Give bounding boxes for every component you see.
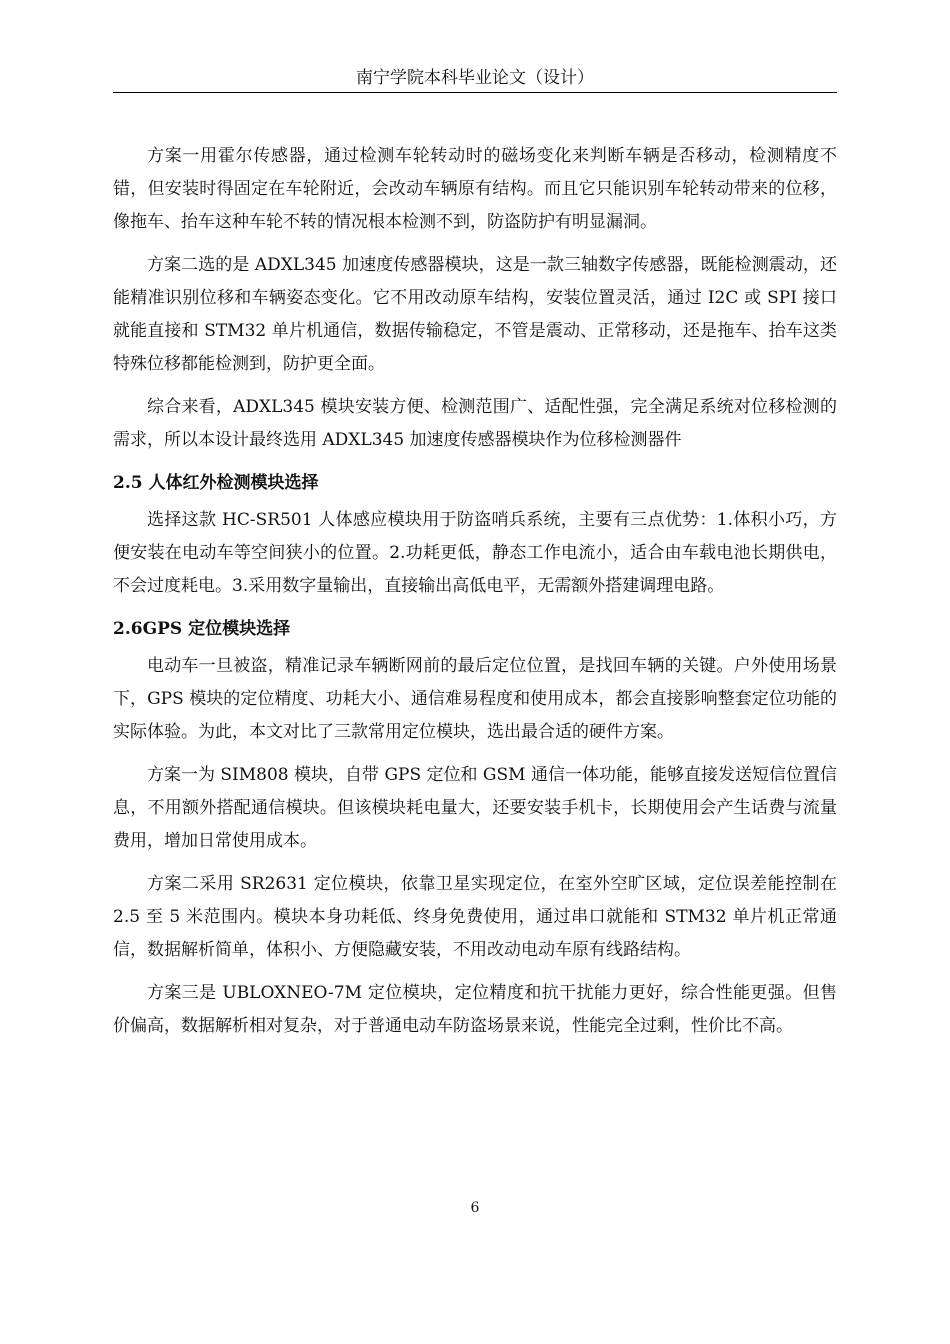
paragraph-gps-intro: 电动车一旦被盗，精准记录车辆断网前的最后定位位置，是找回车辆的关键。户外使用场景下，GPS 模块的定位精度、功耗大小、通信难易程度和使用成本，都会直接影响整套定位功能的实际体验。为此，本文对比了三款常用定位模块，选出最合适的硬件方案。 (113, 656, 837, 742)
paragraph-hall-sensor: 方案一用霍尔传感器，通过检测车轮转动时的磁场变化来判断车辆是否移动，检测精度不错，但安装时得固定在车轮附近，会改动车辆原有结构。而且它只能识别车轮转动带来的位移，像拖车、抬车这种车轮不转的情况根本检测不到，防盗防护有明显漏洞。 (113, 146, 837, 232)
document-body (113, 140, 837, 1053)
paragraph-adxl345: 方案二选的是 ADXL345 加速度传感器模块，这是一款三轴数字传感器，既能检测震动，还能精准识别位移和车辆姿态变化。它不用改动原车结构，安装位置灵活，通过 I2C 或 SPI 接口就能直接和 STM32 单片机通信，数据传输稳定，不管是震动、正常移动，还是拖车、抬车这类特殊位移都能检测到，防护更全面。 (113, 255, 837, 374)
paragraph-summary: 综合来看，ADXL345 模块安装方便、检测范围广、适配性强，完全满足系统对位移检测的需求，所以本设计最终选用 ADXL345 加速度传感器模块作为位移检测器件 (113, 397, 837, 450)
paragraph-sr2631: 方案二采用 SR2631 定位模块，依靠卫星实现定位，在室外空旷区域，定位误差能控制在 2.5 至 5 米范围内。模块本身功耗低、终身免费使用，通过串口就能和 STM32 单片机正常通信，数据解析简单，体积小、方便隐藏安装，不用改动电动车原有线路结构。 (113, 874, 837, 960)
paragraph-sim808: 方案一为 SIM808 模块，自带 GPS 定位和 GSM 通信一体功能，能够直接发送短信位置信息，不用额外搭配通信模块。但该模块耗电量大，还要安装手机卡，长期使用会产生话费与流量费用，增加日常使用成本。 (113, 765, 837, 851)
paragraph-ublox: 方案三是 UBLOXNEO-7M 定位模块，定位精度和抗干扰能力更好，综合性能更强。但售价偏高，数据解析相对复杂，对于普通电动车防盗场景来说，性能完全过剩，性价比不高。 (113, 983, 837, 1036)
page-number: 6 (470, 1200, 480, 1216)
section-heading-2-5: 2.5 人体红外检测模块选择 (113, 473, 319, 493)
paragraph-hc-sr501: 选择这款 HC-SR501 人体感应模块用于防盗哨兵系统，主要有三点优势：1.体积小巧，方便安装在电动车等空间狭小的位置。2.功耗更低，静态工作电流小，适合由车载电池长期供电，不会过度耗电。3.采用数字量输出，直接输出高低电平，无需额外搭建调理电路。 (113, 510, 837, 596)
section-heading-2-6: 2.6GPS 定位模块选择 (113, 619, 291, 639)
page-header: 南宁学院本科毕业论文（设计） (113, 64, 837, 93)
